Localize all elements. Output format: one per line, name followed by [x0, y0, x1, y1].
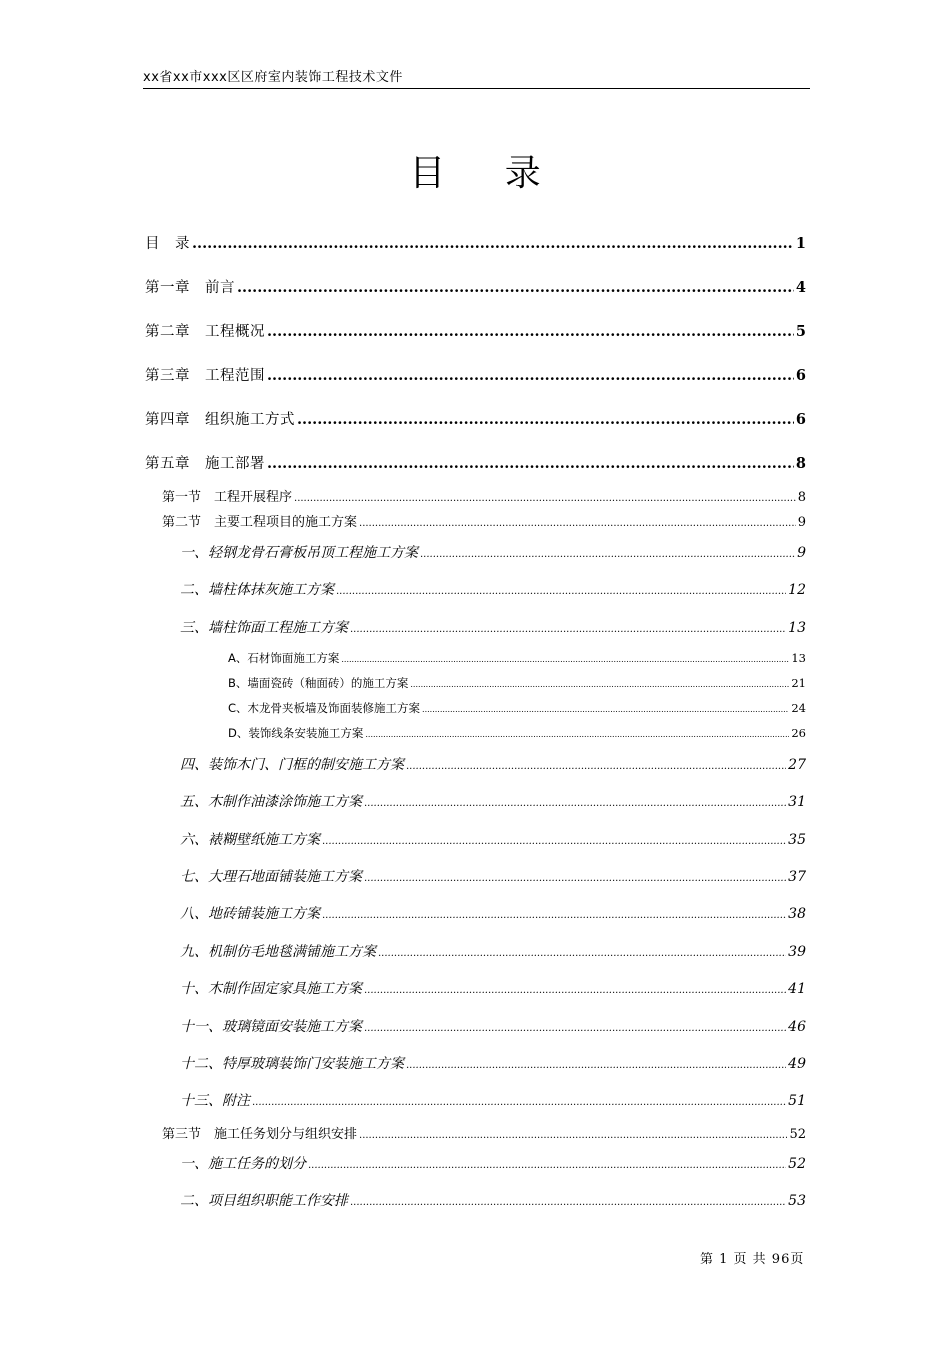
toc-label: 一、施工任务的划分 [180, 1156, 306, 1172]
document-header: xx省xx市xxx区区府室内装饰工程技术文件 [143, 70, 403, 85]
toc-label: 第一节 工程开展程序 [162, 490, 293, 505]
toc-leader [420, 545, 795, 561]
toc-label: 一、轻钢龙骨石膏板吊顶工程施工方案 [180, 545, 418, 561]
toc-page: 4 [795, 279, 806, 296]
toc-page: 6 [795, 411, 806, 428]
toc-entry[interactable] [228, 675, 806, 691]
toc-leader [364, 1019, 786, 1035]
toc-leader [322, 906, 786, 922]
toc-page: 13 [791, 651, 806, 665]
toc-entry[interactable] [180, 1153, 806, 1173]
toc-entry[interactable] [180, 941, 806, 961]
toc-leader [422, 701, 789, 715]
toc-page: 37 [788, 869, 806, 885]
toc-entry[interactable] [145, 364, 806, 385]
toc-label: 二、项目组织职能工作安排 [180, 1193, 348, 1209]
toc-entry[interactable] [228, 700, 806, 716]
toc-page: 53 [788, 1193, 806, 1209]
toc-entry[interactable] [228, 725, 806, 741]
toc-label: 第五章 施工部署 [145, 456, 265, 472]
toc-leader [364, 981, 786, 997]
toc-page: 51 [788, 1093, 806, 1109]
toc-entry[interactable] [180, 866, 806, 886]
toc-page: 24 [791, 701, 806, 715]
toc-label: D、装饰线条安装施工方案 [228, 726, 364, 740]
toc-leader [192, 235, 794, 252]
toc-label: B、墙面瓷砖（釉面砖）的施工方案 [228, 676, 409, 690]
toc-entry[interactable] [162, 511, 806, 530]
toc-leader [294, 490, 796, 505]
toc-page: 39 [788, 944, 806, 960]
toc-page: 8 [795, 455, 806, 472]
toc-leader [336, 582, 786, 598]
toc-page: 9 [797, 515, 806, 530]
toc-entry[interactable] [180, 617, 806, 637]
toc-entry[interactable] [180, 1190, 806, 1210]
toc-leader [322, 832, 786, 848]
toc-leader [341, 651, 789, 665]
toc-label: 第一章 前言 [145, 280, 235, 296]
page-title: 目 录 [409, 153, 565, 194]
toc-leader [267, 367, 794, 384]
toc-label: 目 录 [145, 236, 190, 252]
toc-page: 38 [788, 906, 806, 922]
toc-entry[interactable] [145, 408, 806, 429]
toc-label: 九、机制仿毛地毯满铺施工方案 [180, 944, 376, 960]
toc-leader [267, 455, 794, 472]
toc-page: 6 [795, 367, 806, 384]
toc-leader [237, 279, 794, 296]
toc-label: 三、墙柱饰面工程施工方案 [180, 620, 348, 636]
toc-label: 十一、玻璃镜面安装施工方案 [180, 1019, 362, 1035]
toc-entry[interactable] [180, 903, 806, 923]
toc-label: 十三、附注 [180, 1093, 250, 1109]
toc-label: 七、大理石地面铺装施工方案 [180, 869, 362, 885]
toc-entry[interactable] [145, 320, 806, 341]
toc-page: 46 [788, 1019, 806, 1035]
toc-leader [297, 411, 794, 428]
toc-leader [406, 757, 786, 773]
header-rule [143, 88, 810, 89]
toc-leader [359, 1127, 787, 1142]
toc-leader [378, 944, 786, 960]
toc-label: 第三章 工程范围 [145, 368, 265, 384]
toc-page: 1 [795, 235, 806, 252]
toc-page: 31 [788, 794, 806, 810]
toc-page: 21 [791, 676, 806, 690]
toc-label: 第四章 组织施工方式 [145, 412, 295, 428]
toc-label: 第二章 工程概况 [145, 324, 265, 340]
toc-label: A、石材饰面施工方案 [228, 651, 340, 665]
page-footer: 第 1 页 共 96页 [700, 1252, 805, 1267]
toc-page: 35 [788, 832, 806, 848]
toc-leader [359, 515, 796, 530]
toc-entry[interactable] [180, 791, 806, 811]
toc-page: 12 [788, 582, 806, 598]
toc-entry[interactable] [180, 1016, 806, 1036]
toc-leader [252, 1093, 786, 1109]
toc-label: 六、裱糊壁纸施工方案 [180, 832, 320, 848]
toc-entry[interactable] [180, 542, 806, 562]
toc-leader [364, 869, 786, 885]
toc-page: 9 [797, 545, 806, 561]
toc-leader [406, 1056, 786, 1072]
toc-entry[interactable] [180, 1090, 806, 1110]
toc-entry[interactable] [145, 452, 806, 473]
toc-label: 八、地砖铺装施工方案 [180, 906, 320, 922]
toc-page: 52 [789, 1127, 806, 1142]
toc-entry[interactable] [162, 486, 806, 505]
toc-page: 26 [791, 726, 806, 740]
toc-label: 十、木制作固定家具施工方案 [180, 981, 362, 997]
toc-entry[interactable] [180, 579, 806, 599]
toc-leader [267, 323, 794, 340]
toc-leader [350, 620, 786, 636]
toc-label: 第二节 主要工程项目的施工方案 [162, 515, 358, 530]
toc-leader [308, 1156, 786, 1172]
toc-leader [365, 726, 789, 740]
toc-leader [350, 1193, 786, 1209]
toc-page: 27 [788, 757, 806, 773]
toc-label: 二、墙柱体抹灰施工方案 [180, 582, 334, 598]
toc-entry[interactable] [145, 232, 806, 253]
toc-entry[interactable] [180, 1053, 806, 1073]
toc-entry[interactable] [180, 829, 806, 849]
toc-page: 52 [788, 1156, 806, 1172]
toc-entry[interactable] [180, 754, 806, 774]
toc-page: 5 [795, 323, 806, 340]
toc-label: 五、木制作油漆涂饰施工方案 [180, 794, 362, 810]
toc-label: 第三节 施工任务划分与组织安排 [162, 1127, 358, 1142]
toc-page: 41 [788, 981, 806, 997]
toc-label: 十二、特厚玻璃装饰门安装施工方案 [180, 1056, 404, 1072]
toc-entry[interactable] [180, 978, 806, 998]
toc-page: 49 [788, 1056, 806, 1072]
toc-entry[interactable] [228, 650, 806, 666]
toc-leader [410, 676, 789, 690]
toc-entry[interactable] [145, 276, 806, 297]
toc-page: 8 [797, 490, 806, 505]
toc-entry[interactable] [162, 1123, 806, 1142]
toc-label: 四、装饰木门、门框的制安施工方案 [180, 757, 404, 773]
toc-page: 13 [788, 620, 806, 636]
toc-label: C、木龙骨夹板墙及饰面装修施工方案 [228, 701, 421, 715]
toc-leader [364, 794, 786, 810]
